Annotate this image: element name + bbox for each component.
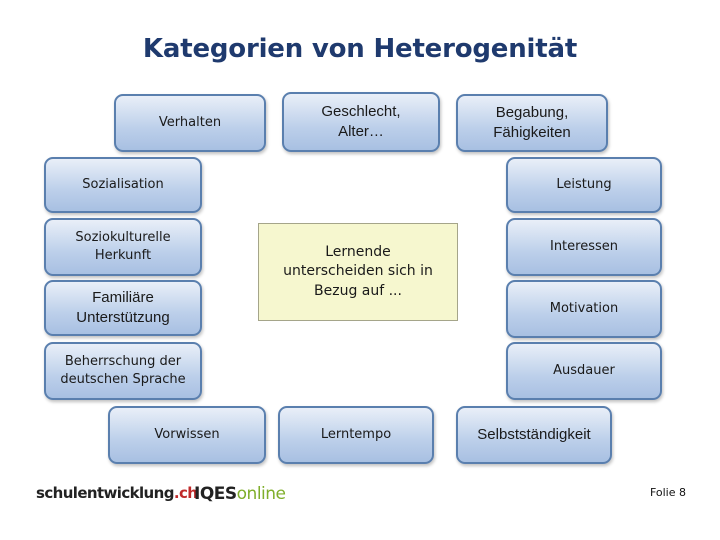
category-label: Beherrschung der deutschen Sprache xyxy=(60,354,186,387)
slide-number: Folie 8 xyxy=(649,486,686,499)
category-leistung xyxy=(506,157,662,213)
logo-text: schulentwicklung xyxy=(36,484,174,502)
category-motivation xyxy=(506,280,662,338)
category-label: Familiäre Unterstützung xyxy=(76,288,170,326)
category-label: Soziokulturelle Herkunft xyxy=(75,230,171,263)
category-label: Ausdauer xyxy=(553,363,615,379)
category-begabung xyxy=(456,94,608,152)
category-ausdauer xyxy=(506,342,662,400)
category-label: Sozialisation xyxy=(82,177,164,193)
category-label: Verhalten xyxy=(158,115,222,131)
category-familiaere-unterstuetzung xyxy=(44,280,202,336)
logo-text: IQES xyxy=(194,484,237,504)
category-vorwissen xyxy=(108,406,266,464)
category-lerntempo xyxy=(278,406,434,464)
category-selbststaendigkeit xyxy=(456,406,612,464)
iqes-online-logo xyxy=(194,484,286,504)
category-geschlecht-alter xyxy=(282,92,440,152)
logo-tld: .ch xyxy=(173,484,198,502)
category-sozialisation xyxy=(44,157,202,213)
category-label: Selbstständigkeit xyxy=(477,425,591,443)
category-soziokulturelle-herkunft xyxy=(44,218,202,276)
schulentwicklung-logo xyxy=(36,484,197,502)
category-label: Leistung xyxy=(556,177,612,193)
category-interessen xyxy=(506,218,662,276)
category-sprache xyxy=(44,342,202,400)
logo-accent: online xyxy=(236,484,286,504)
category-label: Interessen xyxy=(549,239,618,255)
category-verhalten xyxy=(114,94,266,152)
category-label: Geschlecht, Alter… xyxy=(321,102,401,140)
center-statement: Lernende unterscheiden sich in Bezug auf ... xyxy=(258,223,458,321)
category-label: Lerntempo xyxy=(320,427,392,443)
category-label: Motivation xyxy=(549,301,619,317)
slide-title: Kategorien von Heterogenität xyxy=(142,34,578,64)
category-label: Begabung, Fähigkeiten xyxy=(493,103,571,141)
category-label: Vorwissen xyxy=(154,427,220,443)
